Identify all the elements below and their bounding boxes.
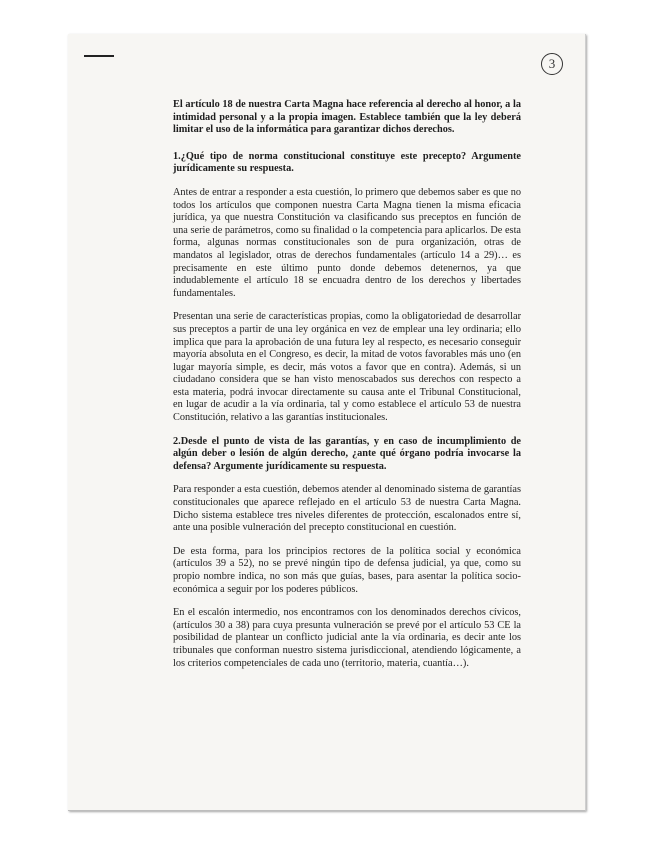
answer-2-paragraph-1: Para responder a esta cuestión, debemos atender al denominado sistema de garantías constitucionales que aparece reflejado en el artículo 53 de nuestra Carta Magna. Dicho sistema establece tres niveles diferentes de protección, escalonados entre sí, ante una posible vulneración del precepto constitucional en cuestión. xyxy=(173,484,521,534)
answer-1-paragraph-2: Presentan una serie de características propias, como la obligatoriedad de desarrollar sus preceptos a partir de una ley orgánica en vez de emplear una ley ordinaria; ello implica que para la aprobación de una futura ley al respecto, es necesario conseguir mayoría absoluta en el Congreso, es decir, la mitad de votos favorables más uno (en lugar mayoría simple, es decir, más votos a favor que en contra). Además, si un ciudadano considera que se han visto menoscabados sus derechos con respecto a esta materia, podrá invocar directamente su causa ante el Tribunal Constitucional, en lugar de acudir a la vía ordinaria, tal y como establece el artículo 53 de nuestra Constitución, relativo a las garantías institucionales. xyxy=(173,311,521,424)
margin-dash-mark xyxy=(84,55,114,57)
answer-2-paragraph-3: En el escalón intermedio, nos encontramos con los denominados derechos cívicos, (artículos 30 a 38) para cuya presunta vulneración se prevé por el artículo 53 CE la posibilidad de plantear un conflicto judicial ante la vía ordinaria, es decir ante los tribunales que conforman nuestro sistema jurisdiccional, atendiendo lógicamente, a los criterios competenciales de cada uno (territorio, materia, cuantía…). xyxy=(173,607,521,669)
document-body xyxy=(173,99,521,681)
page-number-circle: 3 xyxy=(541,53,563,75)
answer-2-paragraph-2: De esta forma, para los principios rectores de la política social y económica (artículos 39 a 52), no se prevé ningún tipo de defensa judicial, ya que, como su propio nombre indica, no son más que guías, bases, para asentar la política socio-económica a seguir por los poderes públicos. xyxy=(173,545,521,595)
intro-statement: El artículo 18 de nuestra Carta Magna hace referencia al derecho al honor, a la intimidad personal y a la propia imagen. Establece también que la ley deberá limitar el uso de la informática para garantizar dichos derechos. xyxy=(173,99,521,136)
question-1: 1.¿Qué tipo de norma constitucional constituye este precepto? Argumente jurídicamente su respuesta. xyxy=(173,150,521,175)
answer-1-paragraph-1: Antes de entrar a responder a esta cuestión, lo primero que debemos saber es que no todos los artículos que componen nuestra Carta Magna tienen la misma eficacia jurídica, ya que nuestra Constitución va clasificando sus preceptos en función de una serie de parámetros, como su finalidad o la competencia para aplicarlos. De esta forma, algunas normas constitucionales son de pura organización, otras de mandatos al legislador, otras de derechos fundamentales (artículo 14 a 29)… es precisamente en este último punto donde debemos detenernos, ya que indudablemente el artículo 18 se encuadra dentro de los derechos y libertades fundamentales. xyxy=(173,186,521,299)
question-2: 2.Desde el punto de vista de las garantías, y en caso de incumplimiento de algún deber o lesión de algún derecho, ¿ante qué órgano podría invocarse la defensa? Argumente jurídicamente su respuesta. xyxy=(173,435,521,472)
